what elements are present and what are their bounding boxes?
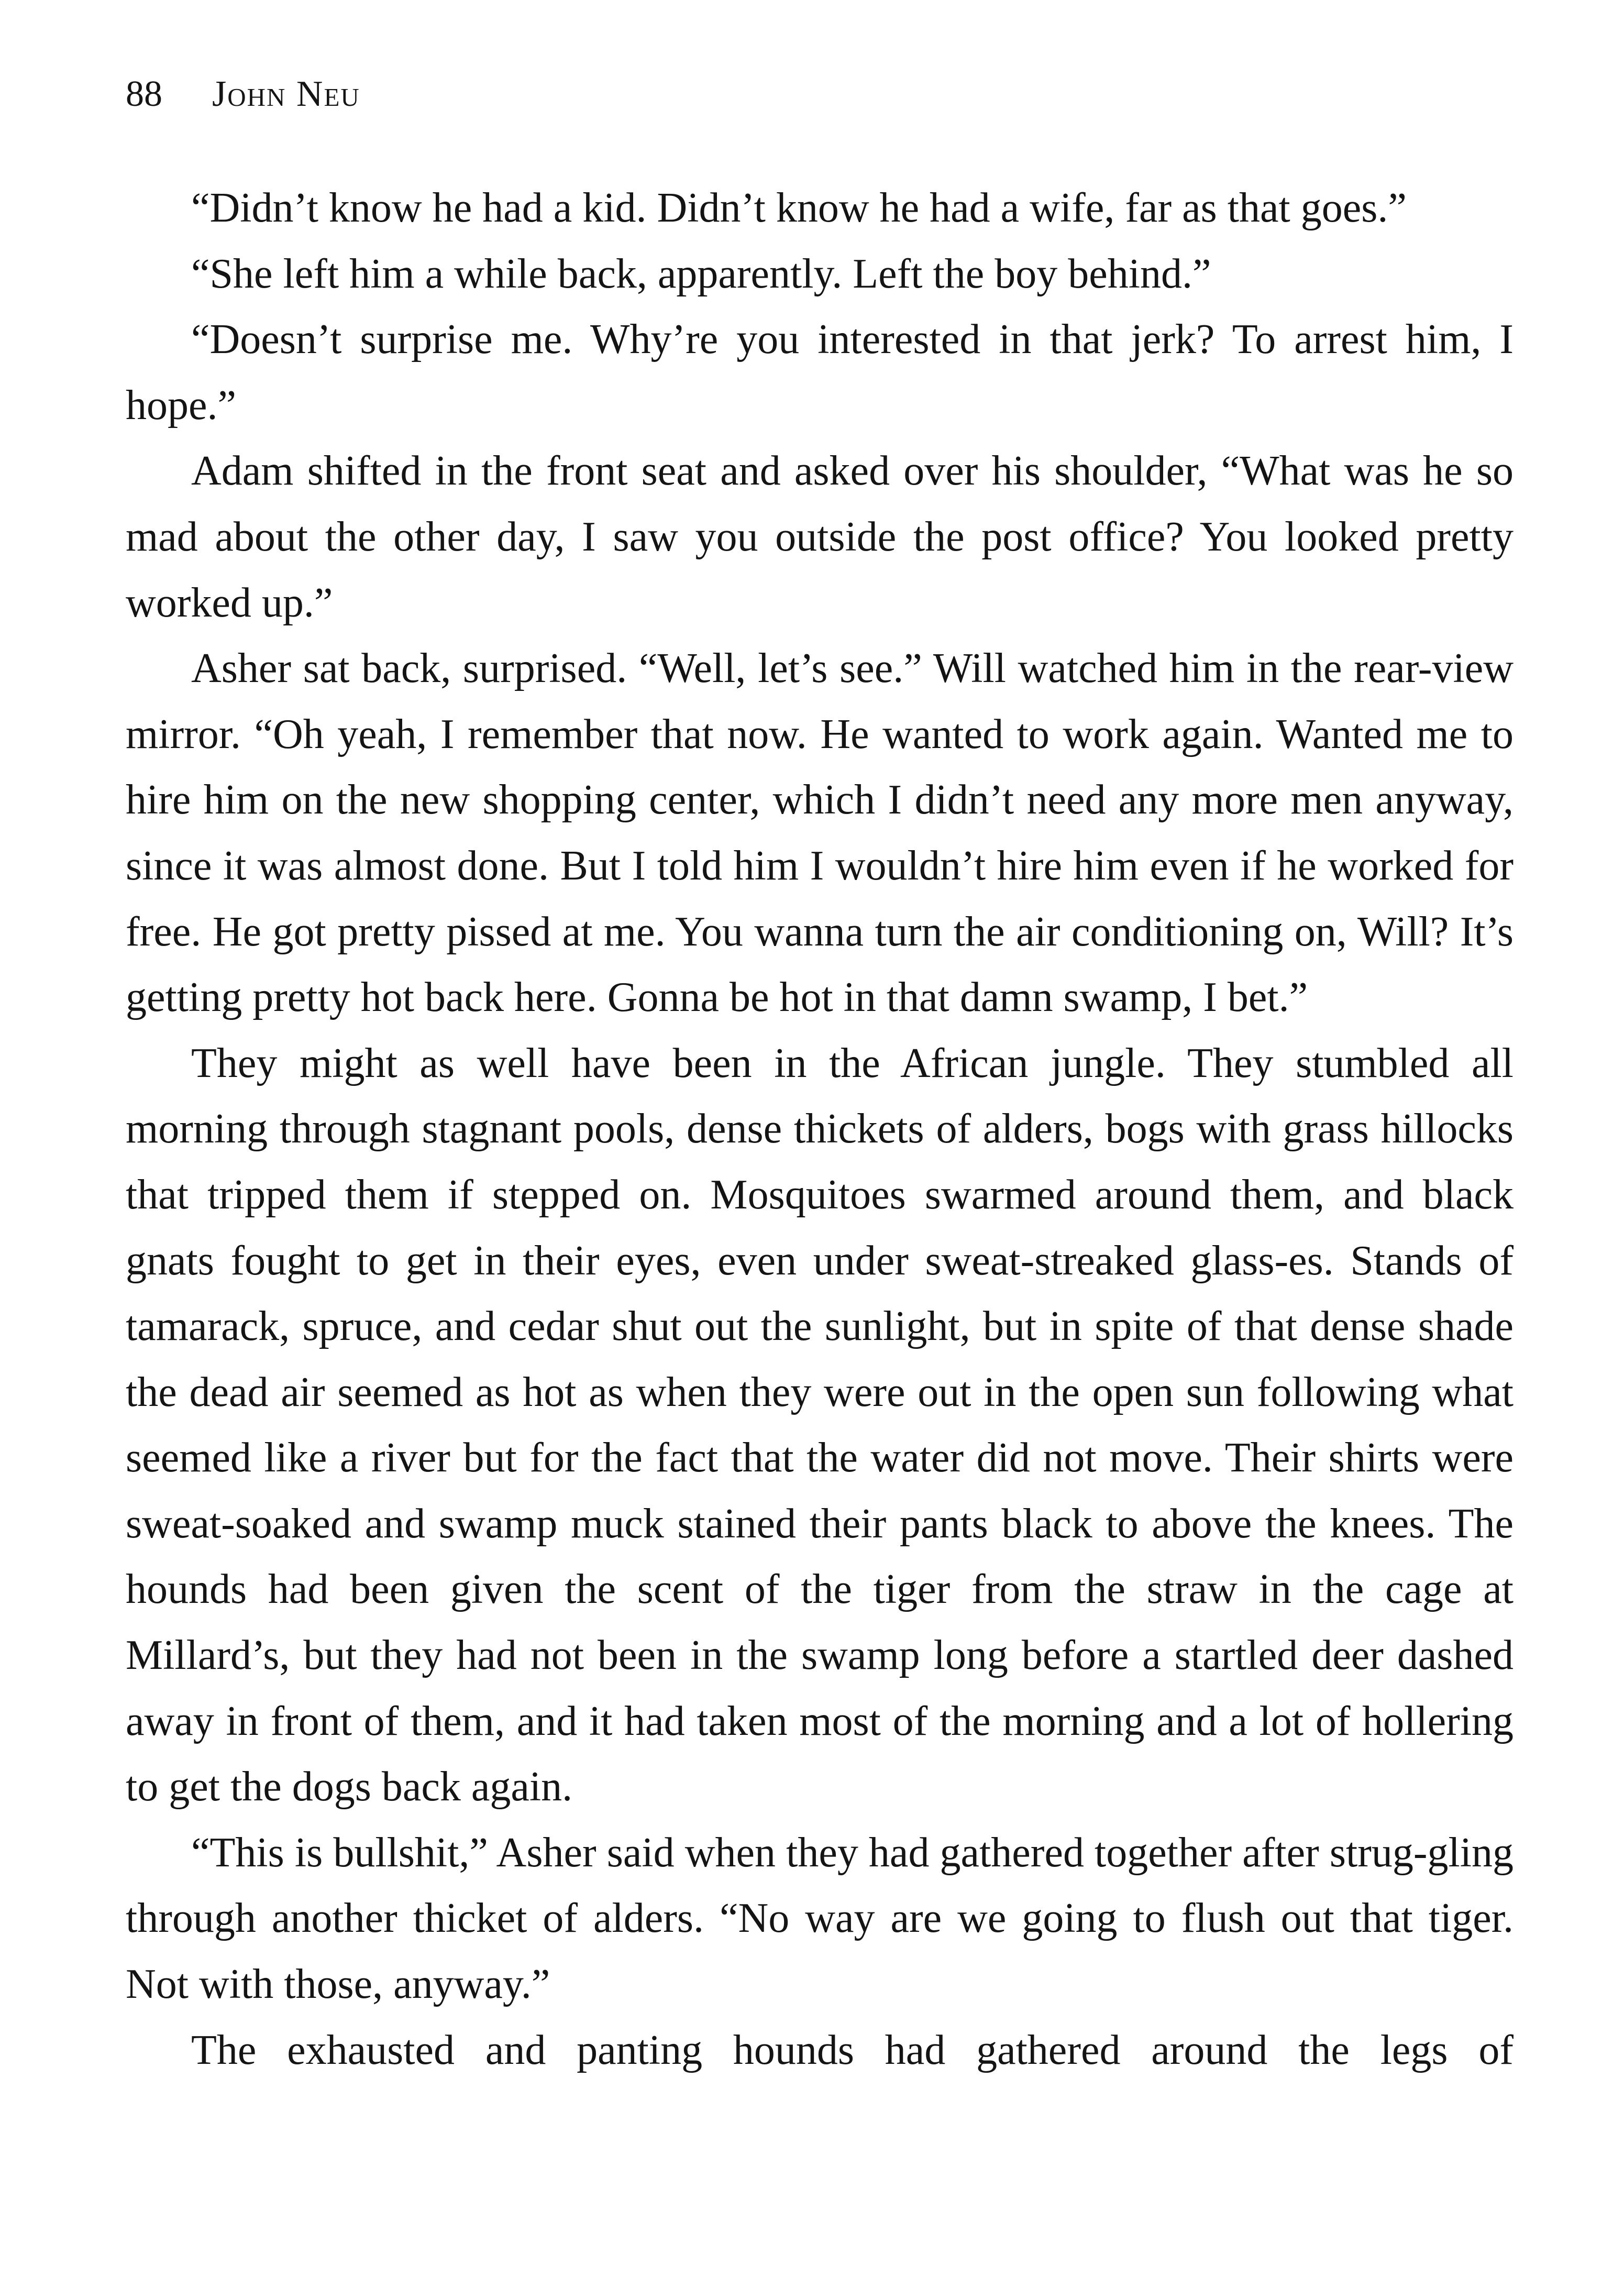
paragraph: “Didn’t know he had a kid. Didn’t know he had a wife, far as that goes.”	[191, 185, 1407, 231]
paragraph: “This is bullshit,” Asher said when they had gathered together after strug-gling through another thicket of alders. “No way are we going to flush out that tiger. Not with those, anyway.”	[126, 1829, 1513, 2008]
running-head	[126, 71, 360, 118]
running-title: John Neu	[212, 74, 360, 114]
paragraph: Adam shifted in the front seat and asked over his shoulder, “What was he so mad about the other day, I saw you outside the post office? You looked pretty worked up.”	[126, 448, 1513, 626]
page-number: 88	[126, 74, 162, 114]
paragraph: Asher sat back, surprised. “Well, let’s see.” Will watched him in the rear-view mirror. “Oh yeah, I remember that now. He wanted to work again. Wanted me to hire him on the new shopping center, which I didn’t need any more men anyway, since it was almost done. But I told him I wouldn’t hire him even if he worked for free. He got pretty pissed at me. You wanna turn the air conditioning on, Will? It’s getting pretty hot back here. Gonna be hot in that damn swamp, I bet.”	[126, 645, 1513, 1021]
paragraph: They might as well have been in the African jungle. They stumbled all morning through stagnant pools, dense thickets of alders, bogs with grass hillocks that tripped them if stepped on. Mosquitoes swarmed around them, and black gnats fought to get in their eyes, even under sweat-streaked glass-es. Stands of tamarack, spruce, and cedar shut out the sunlight, but in spite of that dense shade the dead air seemed as hot as when they were out in the open sun following what seemed like a river but for the fact that the water did not move. Their shirts were sweat-soaked and swamp muck stained their pants black to above the knees. The hounds had been given the scent of the tiger from the straw in the cage at Millard’s, but they had not been in the swamp long before a startled deer dashed away in front of them, and it had taken most of the morning and a lot of hollering to get the dogs back again.	[126, 1040, 1513, 1810]
paragraph: “Doesn’t surprise me. Why’re you interested in that jerk? To arrest him, I hope.”	[126, 316, 1513, 428]
body-text	[126, 175, 1513, 2083]
paragraph: “She left him a while back, apparently. Left the boy behind.”	[191, 250, 1211, 297]
paragraph-last: The exhausted and panting hounds had gathered around the legs of	[191, 2027, 1513, 2073]
